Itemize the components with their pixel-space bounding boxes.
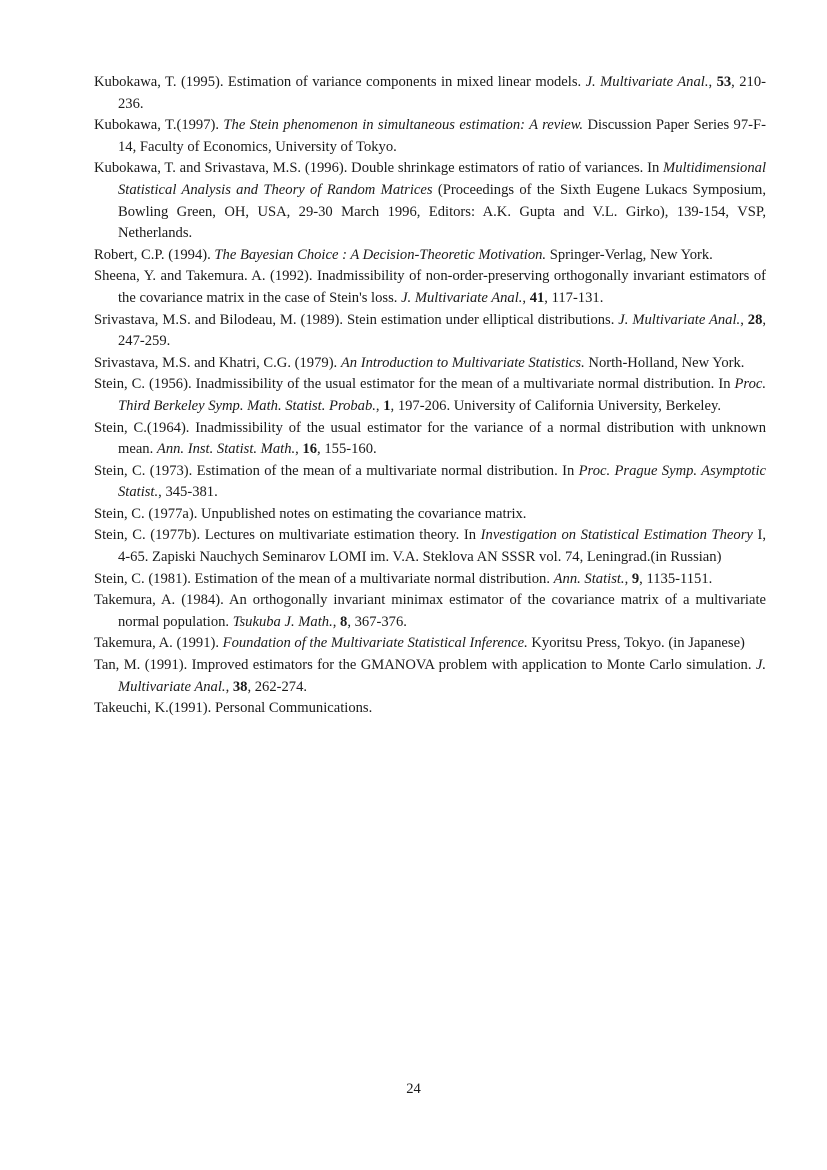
reference-title-italic: Ann. Inst. Statist. Math. [156,441,296,458]
reference-title-italic: Investigation on Statistical Estimation Theory [480,527,753,544]
reference-entry [94,633,766,655]
reference-text: (Proceedings of the Sixth Eugene Lukacs Symposium, Bowling Green, OH, USA, 29-30 March 1996, Editors: A.K. Gupta and V.L. Girko), 139-154, VSP, Netherlands. [118,181,767,242]
reference-title-italic: Ann. Statist. [553,570,625,587]
reference-title-italic: J. Multivariate Anal. [618,311,741,328]
reference-title-italic: The Stein phenomenon in simultaneous estimation: A review. [223,117,584,134]
reference-text: , [225,678,233,695]
reference-text: Kubokawa, T. and Srivastava, M.S. (1996). Double shrinkage estimators of ratio of variances. In [94,160,664,177]
reference-title-italic: The Bayesian Choice : A Decision-Theoretic Motivation. [214,246,547,263]
reference-text: , [295,441,303,458]
reference-text: Stein, C. (1956). Inadmissibility of the usual estimator for the mean of a multivariate normal distribution. In [94,376,735,393]
reference-text: North-Holland, New York. [584,354,745,371]
reference-entry [94,504,766,526]
reference-title-italic: J. Multivariate Anal. [585,74,709,90]
reference-text: , 367-376. [347,613,407,630]
reference-title-italic: Foundation of the Multivariate Statistical Inference. [222,635,528,652]
reference-text: , 197-206. University of California University, Berkeley. [390,397,721,414]
reference-text: Discussion Paper Series 97-F-14, Faculty of Economics, University of Tokyo. [118,117,766,155]
reference-text: , [522,289,530,306]
reference-volume: 9 [631,570,640,587]
reference-entry [94,158,766,244]
reference-entry [94,72,766,115]
reference-text: , 262-274. [247,678,308,695]
reference-title-italic: Tsukuba J. Math. [232,613,333,630]
reference-text: Kubokawa, T.(1997). [94,117,224,134]
reference-entry [94,655,766,698]
reference-text: Stein, C. (1981). Estimation of the mean of a multivariate normal distribution. [94,570,554,587]
reference-text: , [375,397,384,414]
reference-text: Stein, C. (1977b). Lectures on multivariate estimation theory. In [94,527,481,544]
reference-text: , [740,311,748,328]
reference-list [94,72,766,720]
reference-text: , 210-236. [118,74,767,112]
reference-text: Robert, C.P. (1994). [94,246,215,263]
reference-text: , [708,74,717,90]
reference-text: , 155-160. [317,441,377,458]
reference-text: , 247-259. [118,311,767,350]
reference-text: Stein, C. (1977a). Unpublished notes on estimating the covariance matrix. [94,505,527,522]
reference-title-italic: J. Multivariate Anal. [401,289,523,306]
reference-text: Stein, C.(1964). Inadmissibility of the usual estimator for the variance of a normal distribution with unknown mean. [94,419,766,458]
reference-text: Sheena, Y. and Takemura. A. (1992). Inadmissibility of non-order-preserving orthogonally invariant estimators of the covariance matrix in the case of Stein's loss. [94,268,766,306]
reference-entry [94,698,766,720]
reference-entry [94,569,766,591]
reference-title-italic: Multidimensional Statistical Analysis and Theory of Random Matrices [118,160,766,198]
reference-title-italic: Proc. Prague Symp. Asymptotic Statist. [118,462,766,501]
reference-text: , 117-131. [544,289,604,306]
reference-volume: 8 [340,613,348,630]
reference-text: Kyoritsu Press, Tokyo. (in Japanese) [527,635,745,652]
reference-entry [94,461,766,504]
reference-volume: 38 [232,678,248,695]
reference-text: Srivastava, M.S. and Bilodeau, M. (1989). Stein estimation under elliptical distributions. [94,311,619,328]
reference-text: Takemura, A. (1991). [94,635,223,652]
reference-text: , 1135-1151. [639,570,713,587]
reference-entry [94,115,766,158]
reference-entry [94,310,766,353]
reference-entry [94,374,766,417]
reference-entry [94,353,766,375]
reference-title-italic: J. Multivariate Anal. [118,657,766,695]
reference-volume: 53 [716,74,732,90]
reference-entry [94,525,766,568]
reference-text: Tan, M. (1991). Improved estimators for the GMANOVA problem with application to Monte Carlo simulation. [94,657,756,674]
reference-text: Srivastava, M.S. and Khatri, C.G. (1979). [94,354,341,371]
reference-volume: 16 [302,441,318,458]
page-number: 24 [406,1081,421,1097]
reference-entry [94,266,766,309]
reference-text: Takeuchi, K.(1991). Personal Communications. [94,700,373,717]
reference-volume: 28 [747,311,763,328]
reference-title-italic: Proc. Third Berkeley Symp. Math. Statist. Probab. [118,376,766,414]
reference-text: Kubokawa, T. (1995). Estimation of variance components in mixed linear models. [94,74,586,90]
reference-entry [94,590,766,633]
reference-volume: 41 [529,289,545,306]
reference-text: I, 4-65. Zapiski Nauchych Seminarov LOMI im. V.A. Steklova AN SSSR vol. 74, Leningrad.(in Russian) [118,527,766,566]
reference-entry [94,418,766,461]
reference-text: Takemura, A. (1984). An orthogonally invariant minimax estimator of the covariance matrix of a multivariate normal population. [94,592,766,630]
reference-entry [94,245,766,267]
reference-text: Stein, C. (1973). Estimation of the mean of a multivariate normal distribution. In [94,462,579,479]
reference-text: , 345-381. [158,484,218,501]
reference-text: , [332,613,341,630]
reference-text: , [624,570,632,587]
reference-volume: 1 [383,397,391,414]
reference-text: Springer-Verlag, New York. [546,246,713,263]
reference-title-italic: An Introduction to Multivariate Statistics. [340,354,585,371]
